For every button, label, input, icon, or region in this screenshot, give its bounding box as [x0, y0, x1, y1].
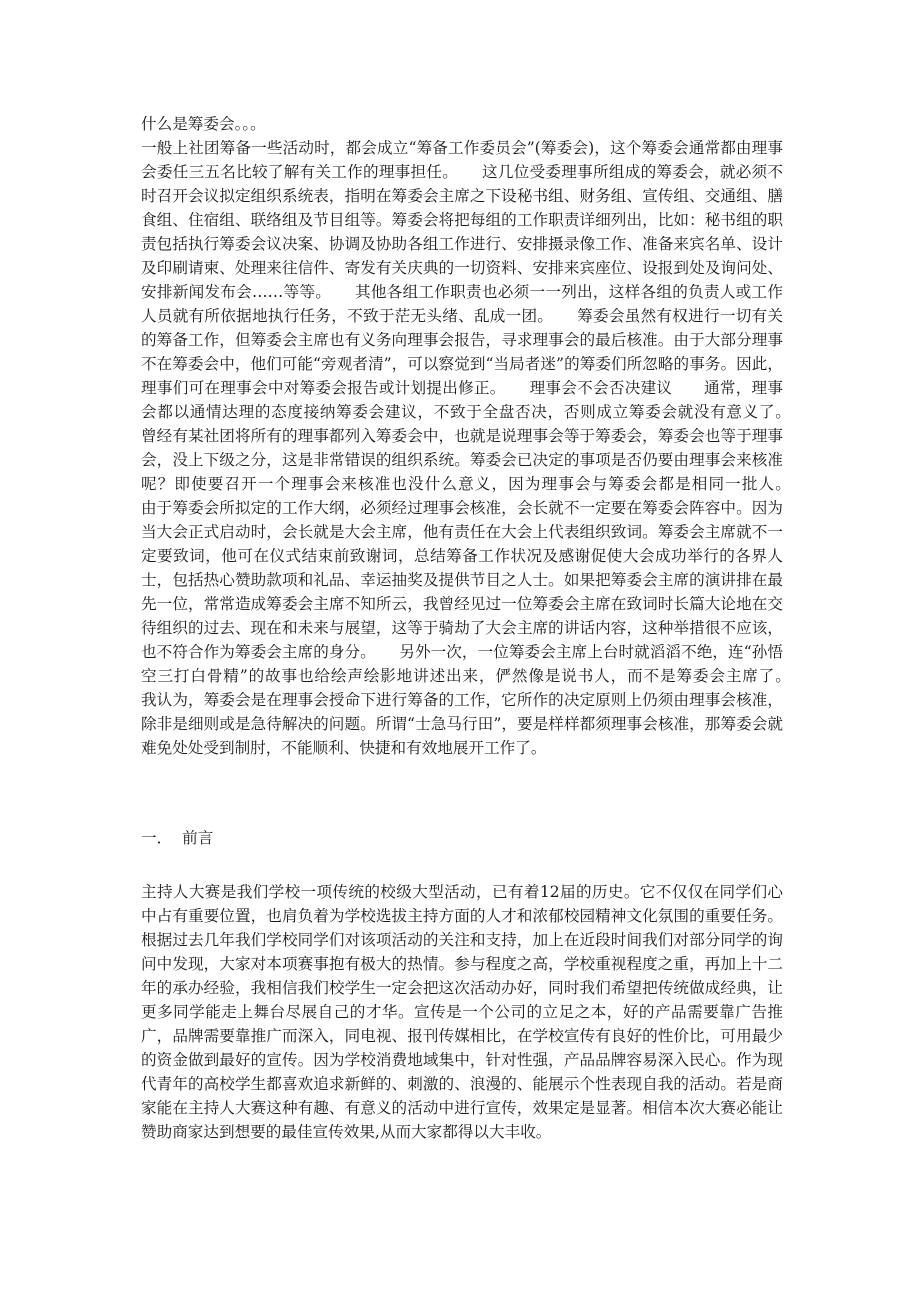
document-title: 什么是筹委会。。。: [141, 115, 266, 133]
document-page: [141, 112, 815, 1144]
body-paragraph: 一般上社团筹备一些活动时，都会成立“筹备工作委员会”(筹委会)，这个筹委会通常都由理事会委任三五名比较了解有关工作的理事担任。 这几位受委理事所组成的筹委会，就必须不时召开会议拟定组织系统表，指明在筹委会主席之下设秘书组、财务组、宣传组、交通组、膳食组、住宿组、联络组及节目组等。筹委会将把每组的工作职责详细列出，比如：秘书组的职责包括执行筹委会议决案、协调及协助各组工作进行、安排摄录像工作、准备来宾名单、设计及印刷请柬、处理来往信件、寄发有关庆典的一切资料、安排来宾座位、设报到处及询问处、安排新闻发布会……等等。 其他各组工作职责也必须一一列出，这样各组的负责人或工作人员就有所依据地执行任务，不致于茫无头绪、乱成一团。 筹委会虽然有权进行一切有关的筹备工作，但筹委会主席也有义务向理事会报告，寻求理事会的最后核准。由于大部分理事不在筹委会中，他们可能“旁观者清”，可以察觉到“当局者迷”的筹委们所忽略的事务。因此，理事们可在理事会中对筹委会报告或计划提出修正。 理事会不会否决建议 通常，理事会都以通情达理的态度接纳筹委会建议，不致于全盘否决，否则成立筹委会就没有意义了。 曾经有某社团将所有的理事都列入筹委会中，也就是说理事会等于筹委会，筹委会也等于理事会，没上下级之分，这是非常错误的组织系统。筹委会已决定的事项是否仍要由理事会来核准呢？即使要召开一个理事会来核准也没什么意义，因为理事会与筹委会都是相同一批人。 由于筹委会所拟定的工作大纲，必须经过理事会核准，会长就不一定要在筹委会阵容中。因为当大会正式启动时，会长就是大会主席，他有责任在大会上代表组织致词。筹委会主席就不一定要致词，他可在仪式结束前致谢词，总结筹备工作状况及感谢促使大会成功举行的各界人士，包括热心赞助款项和礼品、幸运抽奖及提供节目之人士。如果把筹委会主席的演讲排在最先一位，常常造成筹委会主席不知所云，我曾经见过一位筹委会主席在致词时长篇大论地在交待组织的过去、现在和未来与展望，这等于骑劫了大会主席的讲话内容，这种举措很不应该，也不符合作为筹委会主席的身分。 另外一次，一位筹委会主席上台时就滔滔不绝，连“孙悟空三打白骨精”的故事也给绘声绘影地讲述出来，俨然像是说书人，而不是筹委会主席了。 我认为，筹委会是在理事会授命下进行筹备的工作，它所作的决定原则上仍须由理事会核准，除非是细则或是急待解决的问题。所谓“士急马行田”，要是样样都须理事会核准，那筹委会就难免处处受到制肘，不能顺利、快捷和有效地展开工作了。: [141, 139, 815, 757]
body-paragraph: 主持人大赛是我们学校一项传统的校级大型活动，已有着12届的历史。它不仅仅在同学们心中占有重要位置，也肩负着为学校选拔主持方面的人才和浓郁校园精神文化氛围的重要任务。根据过去几年我们学校同学们对该项活动的关注和支持，加上在近段时间我们对部分同学的询问中发现，大家对本项赛事抱有极大的热情。参与程度之高，学校重视程度之重，再加上十二年的承办经验，我相信我们校学生一定会把这次活动办好，同时我们希望把传统做成经典，让更多同学能走上舞台尽展自己的才华。宣传是一个公司的立足之本，好的产品需要靠广告推广，品牌需要靠推广而深入，同电视、报刊传媒相比，在学校宣传有良好的性价比，可用最少的资金做到最好的宣传。因为学校消费地域集中，针对性强，产品品牌容易深入民心。作为现代青年的高校学生都喜欢追求新鲜的、刺激的、浪漫的、能展示个性表现自我的活动。若是商家能在主持人大赛这种有趣、有意义的活动中进行宣传，效果定是显著。相信本次大赛必能让赞助商家达到想要的最佳宣传效果,从而大家都得以大丰收。: [141, 883, 783, 1141]
section-heading: 一． 前言: [141, 829, 214, 847]
section-spacer: [141, 760, 783, 826]
